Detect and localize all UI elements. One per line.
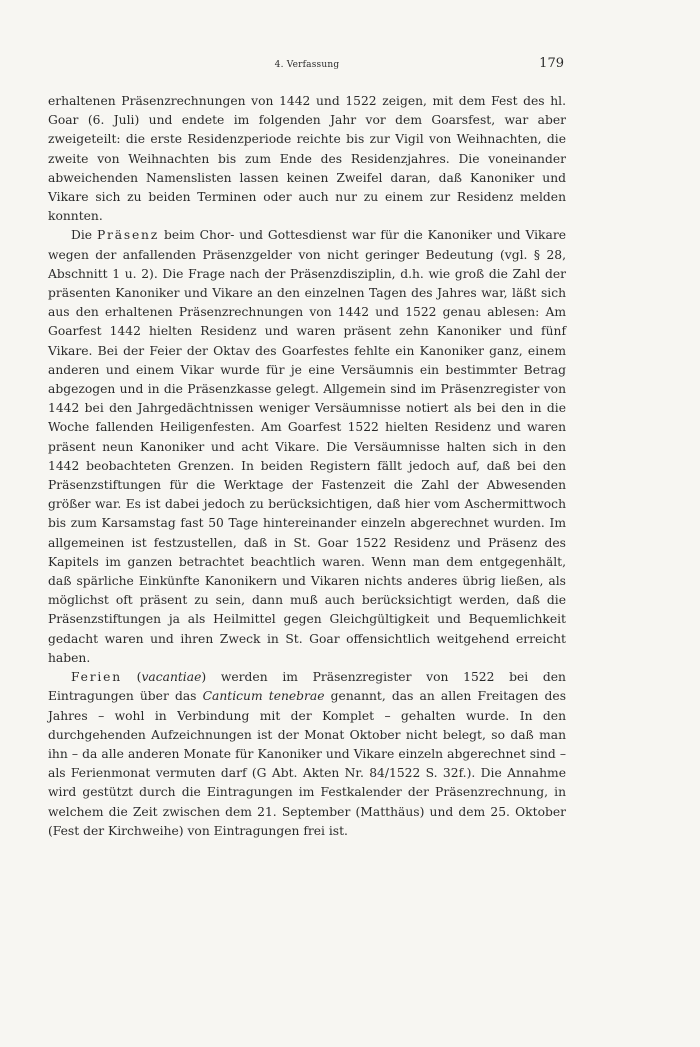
paragraph-holidays-text-2: genannt, das an allen Freitagen des Jahres – wohl in Verbindung mit der Komplet – gehalten wurde. In den durchgehenden Aufzeichnungen ist der Monat Oktober nicht belegt, so daß man ihn – da alle anderen Monate für Kanoniker und Vikare einzeln abgerechnet sind – als Ferienmonat vermuten darf (G Abt. Akten Nr. 84/1522 S. 32f.). Die Annahme wird gestützt durch die Eintragungen im Festkalender der Präsenzrechnung, in welchem die Zeit zwischen dem 21. September (Matthäus) und dem 25. Oktober (Fest der Kirchweihe) von Eintragungen frei ist.: [48, 689, 567, 838]
term-vacantiae: vacantiae: [141, 670, 202, 685]
paragraph-holidays: Ferien (vacantiae) werden im Präsenzregister von 1522 bei den Eintragungen über das Canticum tenebrae genannt, das an allen Freitagen des Jahres – wohl in Verbindung mit der Komplet – gehalten wurde. In den durchgehenden Aufzeichnungen ist der Monat Oktober nicht belegt, so daß man ihn – da alle anderen Monate für Kanoniker und Vikare einzeln abgerechnet sind – als Ferienmonat vermuten darf (G Abt. Akten Nr. 84/1522 S. 32f.). Die Annahme wird gestützt durch die Eintragungen im Festkalender der Präsenzrechnung, in welchem die Zeit zwischen dem 21. September (Matthäus) und dem 25. Oktober (Fest der Kirchweihe) von Eintragungen frei ist.: [48, 670, 567, 838]
term-praesenz: Präsenz: [96, 228, 160, 243]
book-page: [48, 52, 566, 841]
paragraph-holidays-text-1: werden im Präsenzregister von 1522 bei den Eintragungen über das: [48, 670, 566, 704]
body-text: [48, 92, 566, 841]
paragraph-presence: [48, 226, 566, 668]
paragraph-presence-lead: Die: [71, 228, 97, 243]
page-number: 179: [539, 56, 564, 71]
page-header: [48, 52, 566, 78]
paragraph-presence-text: beim Chor- und Gottesdienst war für die Kanoniker und Vikare wegen der anfallenden Präsenzgelder von nicht geringer Bedeutung (vgl. § 28, Abschnitt 1 u. 2). Die Frage nach der Präsenzdisziplin, d.h. wie groß die Zahl der präsenten Kanoniker und Vikare an den einzelnen Tagen des Jahres war, läßt sich aus den erhaltenen Präsenzrechnungen von 1442 und 1522 genau ablesen: Am Goarfest 1442 hielten Residenz und waren präsent zehn Kanoniker und fünf Vikare. Bei der Feier der Oktav des Goarfestes fehlte ein Kanoniker ganz, einem anderen und einem Vikar wurde für je eine Versäumnis ein bestimmter Betrag abgezogen und in die Präsenzkasse gelegt. Allgemein sind im Präsenzregister von 1442 bei den Jahrgedächtnissen weniger Versäumnisse notiert als bei den in die Woche fallenden Heiligenfesten. Am Goarfest 1522 hielten Residenz und waren präsent neun Kanoniker und acht Vikare. Die Versäumnisse halten sich in den 1442 beobachteten Grenzen. In beiden Registern fällt jedoch auf, daß bei den Präsenzstiftungen für die Werktage der Fastenzeit die Zahl der Abwesenden größer war. Es ist dabei jedoch zu berücksichtigen, daß hier vom Aschermittwoch bis zum Karsamstag fast 50 Tage hintereinander einzeln abgerechnet wurden. Im allgemeinen ist festzustellen, daß in St. Goar 1522 Residenz und Präsenz des Kapitels im ganzen betrachtet beachtlich waren. Wenn man dem entgegenhält, daß spärliche Einkünfte Kanonikern und Vikaren nichts anderes übrig ließen, als möglichst oft präsent zu sein, dann muß auch berücksichtigt werden, daß die Präsenzstiftungen ja als Heilmittel gegen Gleichgültigkeit und Bequemlichkeit gedacht waren und ihren Zweck in St. Goar offensichtlich weitgehend erreicht haben.: [48, 228, 566, 665]
paragraph-residence-period: erhaltenen Präsenzrechnungen von 1442 und 1522 zeigen, mit dem Fest des hl. Goar (6. Juli) und endete im folgenden Jahr vor dem Goarsfest, war aber zweigeteilt: die erste Residenzperiode reichte bis zur Vigil von Weihnachten, die zweite von Weihnachten bis zum Ende des Residenzjahres. Die voneinander abweichenden Namenslisten lassen keinen Zweifel daran, daß Kanoniker und Vikare sich zu beiden Terminen oder auch nur zu einem zur Residenz melden konnten.: [48, 94, 566, 224]
term-ferien: Ferien: [71, 670, 122, 685]
running-title: 4. Verfassung: [274, 60, 340, 70]
term-canticum-tenebrae: Canticum tenebrae: [202, 689, 325, 704]
